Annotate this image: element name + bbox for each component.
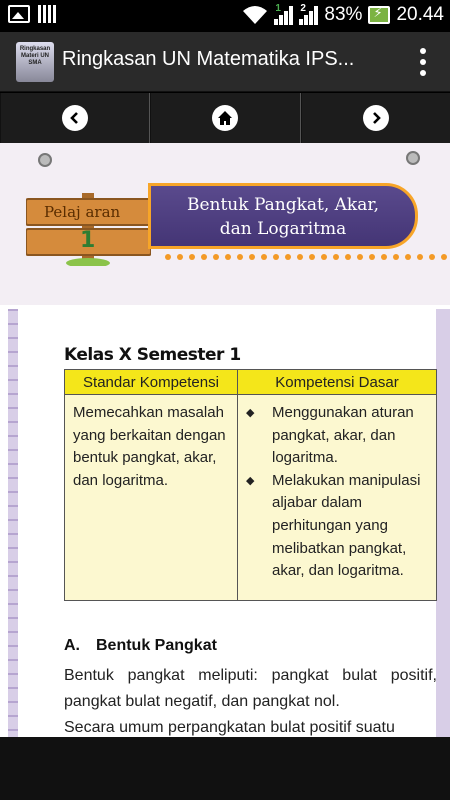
table-row (65, 395, 437, 601)
section-letter: A. (64, 637, 80, 654)
navigation-bar (0, 93, 450, 143)
sim1-label: 1 (275, 3, 281, 14)
home-icon (212, 105, 238, 131)
signal-sim2-icon (299, 5, 318, 25)
chapter-title-line1: Bentuk Pangkat, Akar, (186, 195, 380, 215)
bullet-icon: ◆ (246, 474, 255, 487)
battery-percent: 83% (324, 4, 363, 25)
competency-table (64, 369, 437, 601)
battery-charging-icon (368, 6, 390, 24)
paragraph: Bentuk pangkat meliputi: pangkat bulat positif, pangkat bulat negatif, dan pangkat nol. (64, 667, 437, 710)
chevron-right-icon (363, 105, 389, 131)
decorative-dots (165, 254, 450, 260)
section-heading (64, 637, 217, 655)
status-bar (0, 0, 450, 32)
table-cell-sk: Memecahkan masalah yang berkaitan dengan bentuk pangkat, akar, dan logaritma. (65, 395, 238, 601)
previous-page-button[interactable] (0, 93, 150, 143)
class-semester-label: Kelas X Semester 1 (64, 345, 241, 365)
clock: 20.44 (396, 4, 444, 25)
home-button[interactable] (150, 93, 300, 143)
chapter-number: 1 (80, 228, 96, 253)
bullet-icon: ◆ (246, 407, 255, 419)
signal-sim1-icon (274, 5, 293, 25)
chapter-title-line2: dan Logaritma (219, 219, 347, 239)
app-bar (0, 32, 450, 92)
list-item: ◆ Menggunakan aturan pangkat, akar, dan logaritma. (246, 402, 430, 470)
board-label: Pelaj aran (44, 203, 121, 221)
app-logo[interactable]: Ringkasan Materi UN SMA (16, 42, 54, 82)
next-page-button[interactable] (301, 93, 450, 143)
barcode-notification-icon (38, 5, 56, 23)
overflow-menu-icon[interactable] (420, 48, 426, 76)
pin-icon (38, 153, 52, 167)
pin-icon (406, 151, 420, 165)
table-header-kompetensi: Kompetensi Dasar (238, 370, 437, 395)
sim2-label: 2 (300, 3, 306, 14)
chevron-left-icon (62, 105, 88, 131)
app-title: Ringkasan UN Matematika IPS... (62, 48, 355, 70)
table-header-standar: Standar Kompetensi (65, 370, 238, 395)
page-edge (436, 309, 450, 737)
document-page[interactable] (0, 143, 450, 737)
table-cell-kd (238, 395, 437, 601)
wifi-icon (242, 5, 268, 25)
paragraph: Secara umum perpangkatan bulat positif suatu (64, 719, 395, 736)
bottom-bar (0, 737, 450, 800)
chapter-title (148, 183, 418, 249)
section-title: Bentuk Pangkat (96, 637, 217, 654)
chapter-banner (0, 143, 450, 305)
image-notification-icon (8, 5, 30, 23)
list-item: ◆ Melakukan manipulasi aljabar dalam perhitungan yang melibatkan pangkat, akar, dan logaritma. (246, 470, 430, 583)
